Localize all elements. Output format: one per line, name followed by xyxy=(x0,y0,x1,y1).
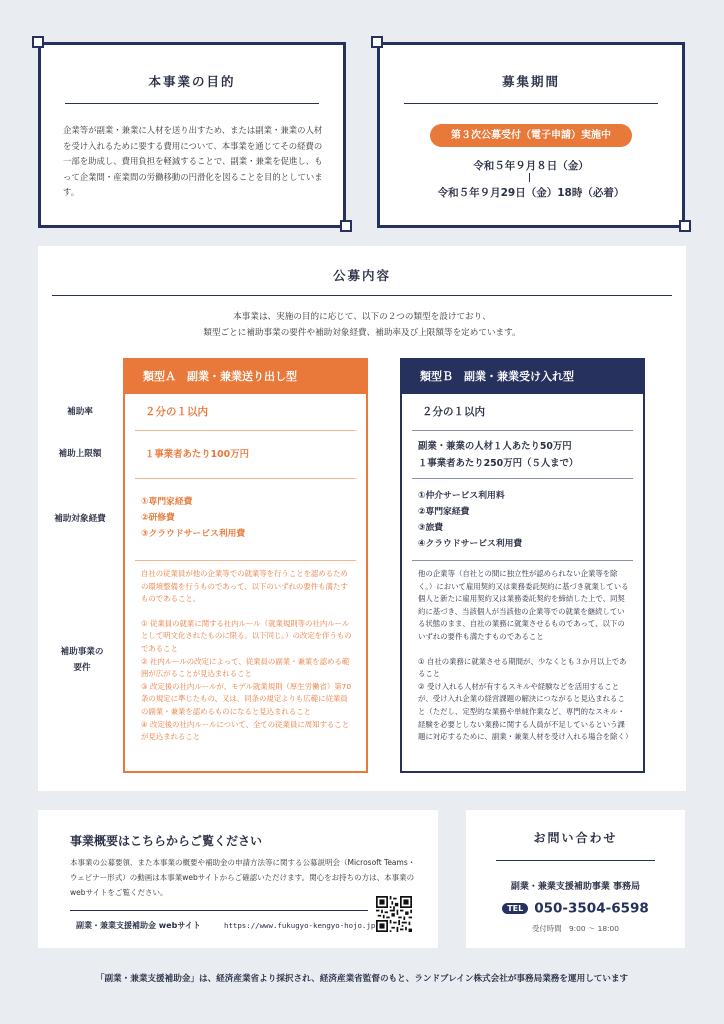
qr-code-icon[interactable] xyxy=(376,896,412,932)
content-divider xyxy=(52,295,672,296)
contact-title: お問い合わせ xyxy=(533,831,618,845)
type-b-limit xyxy=(418,438,633,472)
cell-divider xyxy=(412,560,633,561)
type-b-column xyxy=(400,358,645,773)
list-item: ①専門家経費 xyxy=(141,497,193,507)
application-period-section xyxy=(377,42,685,228)
type-a-column xyxy=(123,358,368,773)
list-item: ② 社内ルールの改定によって、従業員の副業・兼業を認める範囲が広がることが見込まれること xyxy=(141,656,350,679)
limit-line: 副業・兼業の人材１人あたり50万円 xyxy=(418,441,572,452)
limit-line: １事業者あたり250万円（５人まで） xyxy=(418,458,579,469)
overview-divider xyxy=(70,910,368,911)
purpose-title: 本事業の目的 xyxy=(148,74,236,89)
cell-divider xyxy=(135,430,356,431)
row-label-rate: 補助率 xyxy=(67,407,93,417)
type-a-rate: ２分の１以内 xyxy=(145,406,208,418)
tel-badge: TEL xyxy=(502,903,528,914)
list-item: ③旅費 xyxy=(418,523,444,533)
contact-phone-row xyxy=(466,898,685,917)
list-item: ④ 改定後の社内ルールについて、全ての従業員に周知することが見込まれること xyxy=(141,719,350,742)
list-item: ① 従業員の就業に関する社内ルール（就業規則等の社内ルールとして明文化されたものに限る。以下同じ。）の改定を伴うものであること xyxy=(141,618,352,653)
requirement-intro: 他の企業等（自社との間に独立性が認められない企業等を除く。）において雇用契約又は業務委託契約に基づき就業している個人と新たに雇用契約又は業務委託契約を締結した上で、同契約に基づき、当該個人が当該他の企業等での就業を継続している状態のまま、自社の業務に就業させるものであって、以下のいずれの要件も満たすものであること xyxy=(418,569,629,641)
purpose-divider xyxy=(65,103,319,104)
website-label: 副業・兼業支援補助金 webサイト xyxy=(76,921,201,930)
footer-note: 「副業・兼業支援補助金」は、経済産業省より採択され、経済産業省監督のもと、ランドブレイン株式会社が事務局業務を運用しています xyxy=(95,974,629,984)
corner-square-icon xyxy=(340,220,352,232)
list-item: ②専門家経費 xyxy=(418,507,470,517)
type-a-requirements xyxy=(141,568,354,744)
cell-divider xyxy=(135,478,356,479)
period-range-separator xyxy=(529,173,530,182)
contact-office-name: 副業・兼業支援補助事業 事務局 xyxy=(510,882,641,892)
period-divider xyxy=(404,103,658,104)
corner-square-icon xyxy=(679,220,691,232)
purpose-section xyxy=(38,42,346,228)
purpose-text: 企業等が副業・兼業に人材を送り出すため、または副業・兼業の人材を受け入れるために要する費用について、本事業を通じてその経費の一部を助成し、費用負担を軽減することで、副業・兼業を促進し、もって企業間・産業間の労働移動の円滑化を図ることを目的としています。 xyxy=(63,125,323,197)
type-b-header: 類型Ｂ 副業・兼業受け入れ型 xyxy=(402,360,643,394)
type-a-expenses xyxy=(141,494,356,542)
type-b-rate: ２分の１以内 xyxy=(422,406,485,418)
list-item: ③ 改定後の社内ルールが、モデル就業規則（厚生労働省）第70条の規定に準じたもの、又は、同条の規定よりも広範に従業員の副業・兼業を認めるものになると見込まれること xyxy=(141,681,352,716)
type-a-limit: １事業者あたり100万円 xyxy=(145,449,249,460)
period-title: 募集期間 xyxy=(501,74,560,89)
list-item: ② 受け入れる人材が有するスキルや経験などを活用することが、受け入れ企業の経営課題の解決につながると見込まれること（ただし、定型的な業務や単純作業など、専門的なスキル・経験を必要としない業務に関する人員が不足しているという課題に対応するために、副業・兼業人材を受け入れる場合を除く） xyxy=(418,681,633,742)
content-intro xyxy=(38,309,686,341)
corner-square-icon xyxy=(371,36,383,48)
period-status-badge: 第３次公募受付（電子申請）実施中 xyxy=(430,124,632,147)
website-link[interactable]: https://www.fukugyo-kengyo-hojo.jp xyxy=(224,921,376,930)
content-intro-line: 本事業は、実施の目的に応じて、以下の２つの類型を設けており、 xyxy=(233,312,491,322)
phone-number-link[interactable]: 050-3504-6598 xyxy=(534,900,649,917)
cell-divider xyxy=(412,430,633,431)
content-title: 公募内容 xyxy=(332,268,391,283)
type-b-requirements xyxy=(418,568,631,744)
overview-title: 事業概要はこちらからご覧ください xyxy=(70,834,263,848)
corner-square-icon xyxy=(32,36,44,48)
list-item: ②研修費 xyxy=(141,513,175,523)
row-label-expenses: 補助対象経費 xyxy=(54,514,106,524)
overview-text: 本事業の公募要領、また本事業の概要や補助金の申請方法等に関する公募説明会（Microsoft Teams・ウェビナー形式）の動画は本事業webサイトからご確認いただけます。関心をお持ちの方は、本事業のwebサイトをご覧ください。 xyxy=(70,858,416,897)
period-end-date: 令和５年９月29日（金）18時（必着） xyxy=(437,187,625,199)
period-start-date: 令和５年９月８日（金） xyxy=(473,160,589,172)
list-item: ① 自社の業務に就業させる期間が、少なくとも３か月以上であること xyxy=(418,656,627,679)
content-intro-line: 類型ごとに補助事業の要件や補助対象経費、補助率及び上限額等を定めています。 xyxy=(203,328,521,338)
contact-hours: 受付時間 9:00 〜 18:00 xyxy=(532,924,619,933)
cell-divider xyxy=(412,478,633,479)
contact-section xyxy=(466,810,685,948)
contact-divider xyxy=(496,860,655,861)
list-item: ①仲介サービス利用料 xyxy=(418,491,505,501)
row-label-limit: 補助上限額 xyxy=(58,449,102,459)
type-a-header: 類型Ａ 副業・兼業送り出し型 xyxy=(125,360,366,394)
list-item: ④クラウドサービス利用費 xyxy=(418,539,523,549)
cell-divider xyxy=(135,560,356,561)
type-b-expenses xyxy=(418,488,633,552)
overview-section xyxy=(38,810,438,948)
row-label-requirements: 補助事業の要件 xyxy=(60,647,104,673)
recruitment-content-section xyxy=(38,246,686,791)
requirement-intro: 自社の従業員が他の企業等での就業等を行うことを認めるための環境整備を行うものであって、以下のいずれの要件も満たすものであること。 xyxy=(141,569,348,604)
list-item: ③クラウドサービス利用費 xyxy=(141,529,246,539)
